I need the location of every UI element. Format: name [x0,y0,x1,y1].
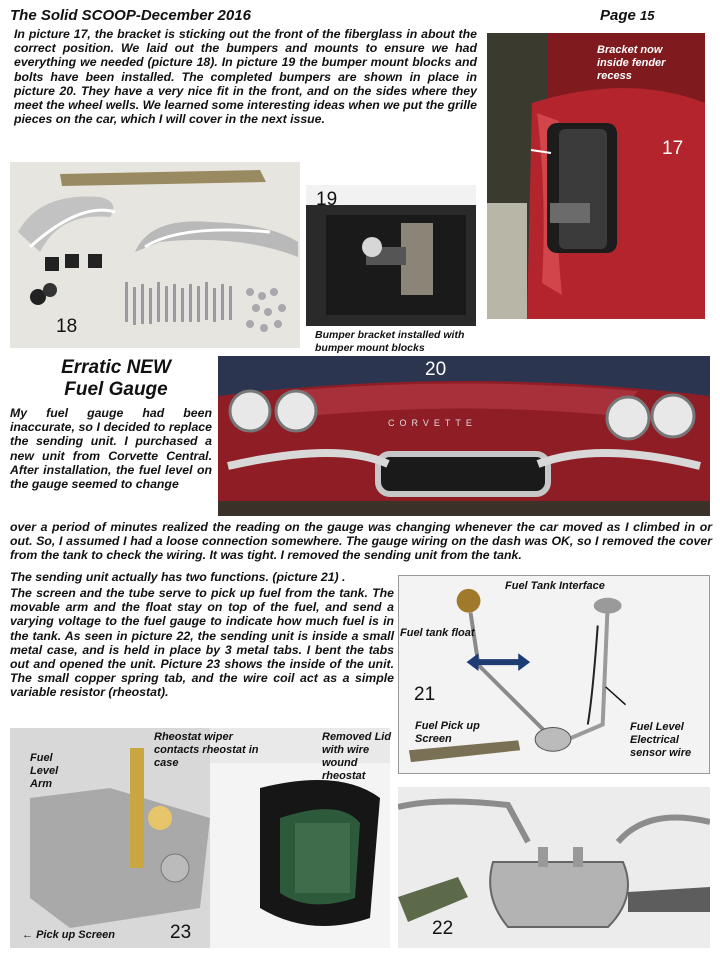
photo-23-label-wiper: Rheostat wiper contacts rheostat in case [154,731,259,769]
article-wide-text-rest: realized the reading on the gauge was changing whenever the car moved as I climbed in or out. So, I assumed I had a loose connection somewhere. The gauge wiring on the dash was OK, so I removed the cover from the tank to check the wiring. It was tight. I removed the sending unit from the tank. [10,520,712,563]
photo-17-label: Bracket now inside fender recess [597,44,666,82]
article-two-functions: The sending unit actually has two functions. (picture 21) . [10,570,346,584]
article-wide-text-start: over a period of minutes [10,520,163,534]
photo-20 [218,356,710,516]
photo-23-label-arm: Fuel Level Arm [30,752,59,790]
photo-22-number: 22 [432,918,454,939]
photo-20-number: 20 [425,359,447,380]
photo-21-label-float: Fuel tank float [400,627,475,639]
corvette-script: CORVETTE [388,418,477,428]
photo-23-number: 23 [170,922,192,943]
intro-paragraph: In picture 17, the bracket is sticking out the front of the fiberglass in about the correct position. We laid out the bumpers and mounts to ensure we had everything we needed (picture 18). In picture 19 the bumper mount blocks and bolts have been installed. The completed bumpers are shown in place in picture 20. They have a very nice fit in the front, and on the sides where they meet the wheel wells. We learned some interesting ideas when we put the grille pieces on the car, which I will cover in the next issue. [14,27,477,127]
page-label: Page [600,7,641,24]
photo-17-number: 17 [662,138,684,159]
article-title-line2: Fuel Gauge [64,379,168,400]
article-title-line1: Erratic NEW [61,357,171,378]
article-title [22,357,210,401]
photo-18-number: 18 [56,316,78,337]
photo-18 [10,162,300,348]
article-left-text: The screen and the tube serve to pick up fuel from the tank. The movable arm and the float stay on top of the fuel, and send a varying voltage to the fuel gauge to indicate how much fuel is in the tank. As seen in picture 22, the sending unit is inside a small metal case, and is held in place by 3 metal tabs. I bent the tabs out and opened the unit. Picture 23 shows the inside of the unit. The small copper spring tab, and the wire coil act as a simple variable resistor (rheostat). [10,586,394,700]
article-wide-text [10,520,712,563]
photo-21-label-sensor: Fuel Level Electrical sensor wire [630,721,692,759]
photo-23-label-lid: Removed Lid with wire wound rheostat [322,731,392,782]
newsletter-title: The Solid SCOOP-December 2016 [10,7,251,24]
photo-21-label-screen: Fuel Pick up Screen [415,720,480,745]
left-arrow-icon: ← [22,929,33,941]
photo-23-label-screen [22,929,115,942]
page-indicator [600,7,655,24]
article-column-text: My fuel gauge had been inaccurate, so I decided to replace the sending unit. I purchased a new unit from Corvette Central. After installation, the fuel level on the gauge seemed to change [10,406,212,492]
photo-21-number: 21 [414,684,436,705]
photo-19-caption: Bumper bracket installed with bumper mount blocks [315,329,465,354]
photo-23-label-screen-text: Pick up Screen [36,929,115,941]
page-number: 15 [640,8,655,23]
photo-19-number: 19 [316,189,338,210]
photo-21-label-interface: Fuel Tank Interface [505,580,605,592]
